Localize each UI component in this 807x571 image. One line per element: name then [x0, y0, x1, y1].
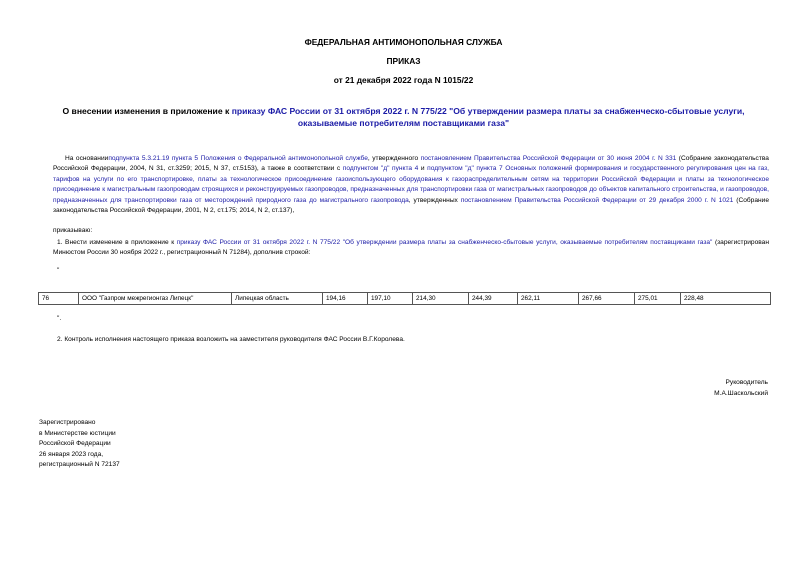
preamble-link-resolution-331[interactable]: постановлением Правительства Российской Федерации от 30 июня 2004 г. N 331 — [420, 155, 677, 162]
registration-line: 26 января 2023 года, — [39, 450, 104, 458]
preamble-text: (Собрание законодательства Российской Федерации, 2001, N 2, ст.175; 2014, N 2, ст.137), — [53, 196, 769, 215]
item-1-paragraph — [53, 238, 769, 259]
table-cell-number: 76 — [39, 293, 79, 305]
subject-prefix: О внесении изменения в приложение к — [62, 106, 232, 116]
table-cell-value: 262,11 — [518, 293, 579, 305]
signature-name: М.А.Шаскольский — [714, 389, 768, 397]
table-cell-value: 194,16 — [323, 293, 368, 305]
item-1-text: (зарегистрирован Минюстом России 30 ноября 2022 г., регистрационный N 71284), дополнив строкой: — [53, 239, 769, 257]
registration-block — [39, 418, 120, 471]
open-quote: " — [57, 267, 60, 274]
table-cell-value: 275,01 — [635, 293, 681, 305]
registration-line: Зарегистрировано — [39, 419, 96, 426]
preamble-text: и — [418, 165, 428, 173]
preamble-link-resolution-1021[interactable]: постановлением Правительства Российской Федерации от 29 декабря 2000 г. N 1021 — [460, 196, 734, 204]
item-2-paragraph: 2. Контроль исполнения настоящего приказа возложить на заместителя руководителя ФАС России В.Г.Королева. — [57, 336, 405, 343]
table-cell-value: 244,39 — [469, 293, 518, 305]
preamble-link-fas-regulation[interactable]: подпункта 5.3.21.19 пункта 5 Положения о Федеральной антимонопольной службе — [108, 155, 368, 162]
table-cell-value: 267,66 — [579, 293, 635, 305]
preamble-link-subparagraph-4[interactable]: подпунктом "д" пункта 4 — [342, 165, 419, 173]
table-cell-value: 228,48 — [681, 293, 771, 305]
tariff-table — [38, 292, 771, 305]
subject-link-cont[interactable]: оказываемые потребителям поставщиками газа" — [297, 118, 510, 128]
table-cell-value: 214,30 — [413, 293, 469, 305]
subject-link[interactable]: приказу ФАС России от 31 октября 2022 г. N 775/22 "Об утверждении размера платы за снабженческо-сбытовые услуги, — [231, 106, 745, 116]
preamble-text: , утвержденного — [367, 155, 421, 162]
preamble-text: , утвержденных — [408, 196, 461, 204]
item-1-link-order-775[interactable]: приказу ФАС России от 31 октября 2022 г. N 775/22 "Об утверждении размера платы за снабженческо-сбытовые услуги, оказываемые потребителям поставщиками газа" — [176, 239, 713, 246]
close-quote: ". — [57, 315, 62, 322]
order-word: приказываю: — [53, 227, 93, 234]
preamble-text: На основании — [65, 155, 109, 162]
table-row — [39, 293, 771, 305]
table-cell-value: 197,10 — [368, 293, 413, 305]
signature-title: Руководитель — [725, 379, 768, 386]
signature-block — [714, 378, 768, 399]
registration-line: регистрационный N 72137 — [39, 461, 120, 468]
preamble-link-main-provisions[interactable]: подпунктом "д" пункта 7 Основных положений формирования и государственного регулирования цен на газ, тарифов на услуги по его транспортировке, платы за технологическое присоединение газоиспользующего оборудования к газораспределительным сетям на территории Российской Федерации и платы за технологическое присоединение к магистральным газопроводам строящихся и реконструируемых газопроводов, предназначенных для транспортировки газа от магистральных газопроводов до объектов капитального строительства, и газопроводов, предназначенных для транспортировки газа от месторождений природного газа до магистрального газопровода — [53, 165, 769, 204]
preamble-paragraph — [53, 154, 769, 216]
doc-type: ПРИКАЗ — [386, 56, 421, 66]
doc-date-number: от 21 декабря 2022 года N 1015/22 — [333, 75, 474, 85]
preamble-text: (Собрание законодательства Российской Федерации, 2004, N 31, ст.3259; 2015, N 37, ст.5153), а также в соответствии с — [53, 155, 769, 173]
agency-title: ФЕДЕРАЛЬНАЯ АНТИМОНОПОЛЬНАЯ СЛУЖБА — [304, 37, 503, 47]
table-cell-supplier: ООО "Газпром межрегионгаз Липецк" — [79, 293, 232, 305]
doc-subject — [0, 105, 807, 129]
table-cell-region: Липецкая область — [232, 293, 323, 305]
registration-line: Российской Федерации — [39, 440, 111, 447]
item-1-text: 1. Внести изменение в приложение к — [57, 239, 177, 246]
registration-line: в Министерстве юстиции — [39, 429, 116, 437]
